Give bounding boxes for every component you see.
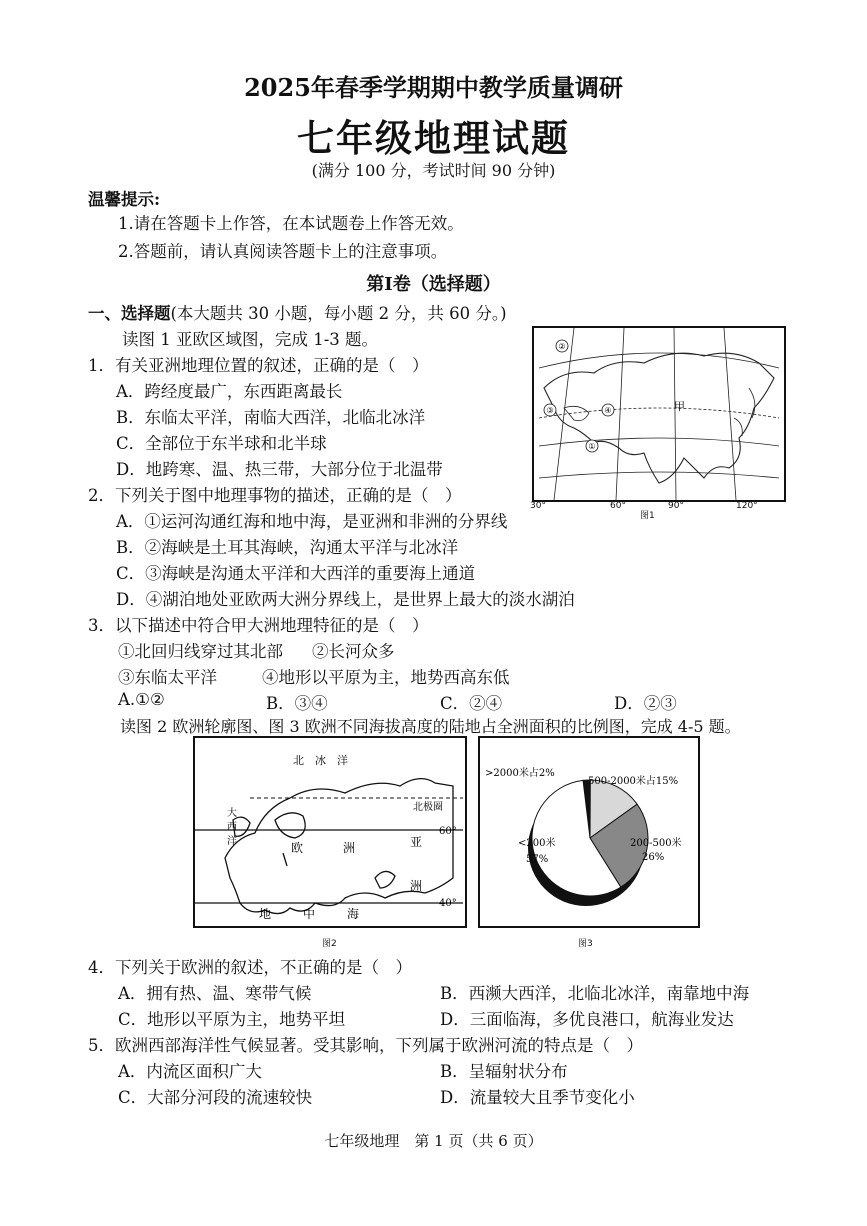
q1-option: C．全部位于东半球和北半球 — [116, 434, 327, 453]
q3-option: C．②④ — [440, 694, 503, 713]
q5-option: B．呈辐射状分布 — [440, 1062, 568, 1081]
latitude-line — [539, 472, 779, 478]
section-title: 第Ⅰ卷（选择题） — [366, 274, 501, 295]
q5-option: C．大部分河段的流速较快 — [118, 1088, 313, 1107]
q4-option: A．拥有热、温、寒带气候 — [118, 984, 312, 1003]
q3-option: B．③④ — [266, 694, 328, 713]
part1-desc: (本大题共 30 小题，每小题 2 分，共 60 分。) — [170, 304, 507, 323]
q4-stem: 4．下列关于欧洲的叙述，不正确的是（ ） — [88, 958, 412, 977]
exam-note: (满分 100 分，考试时间 90 分钟) — [311, 161, 556, 180]
altitude-pie-chart — [480, 738, 698, 926]
label-europe: 欧 — [291, 841, 304, 855]
q3-option: D．②③ — [614, 694, 677, 713]
pie-label-200-500: 200-500米 — [630, 838, 682, 849]
label-lat-40: 40° — [439, 898, 457, 909]
q2-option: A．①运河沟通红海和地中海，是亚洲和非洲的分界线 — [116, 512, 508, 531]
marker-2-label: ② — [558, 342, 566, 351]
exam-subject: 七年级地理试题 — [297, 116, 570, 160]
q3-item: ①北回归线穿过其北部 — [118, 642, 283, 661]
label-arctic-circle: 北极圈 — [413, 802, 443, 813]
scandinavia-outline — [275, 813, 305, 838]
q1-option: D．地跨寒、温、热三带，大部分位于北温带 — [116, 460, 443, 479]
river — [283, 853, 287, 866]
q2-option: C．③海峡是沟通太平洋和大西洋的重要海上通道 — [116, 564, 476, 583]
exam-title: 2025年春季学期期中教学质量调研 — [244, 73, 623, 102]
page-footer: 七年级地理 第 1 页（共 6 页） — [324, 1132, 543, 1150]
latitude-line — [539, 438, 779, 446]
q2-option: B．②海峡是土耳其海峡，沟通太平洋与北冰洋 — [116, 538, 459, 557]
pie-label-above-2000: >2000米占2% — [485, 768, 555, 779]
europe-map — [195, 738, 465, 926]
fig1-lon-label: 30° — [530, 501, 546, 511]
part1-intro-2: 读图 2 欧洲轮廓图、图 3 欧洲不同海拔高度的陆地占全洲面积的比例图，完成 4-5 题。 — [120, 717, 741, 736]
fig1-lon-label: 90° — [668, 501, 684, 511]
q5-option: D．流量较大且季节变化小 — [440, 1088, 635, 1107]
label-atlantic: 大 — [227, 808, 237, 819]
label-lat-60: 60° — [439, 826, 457, 837]
q5-option: A．内流区面积广大 — [118, 1062, 262, 1081]
marker-1-label: ① — [588, 442, 596, 451]
q3-option: A.①② — [118, 690, 165, 709]
label-atlantic: 西 — [227, 822, 237, 833]
part1-label: 一、选择题 — [88, 304, 171, 323]
figure-1-map — [532, 326, 786, 502]
pie-label-500-2000: 500-2000米占15% — [588, 776, 679, 787]
fig2-caption: 图2 — [322, 939, 337, 949]
pie-label-200-500-pct: 26% — [642, 852, 665, 863]
latitude-line — [539, 353, 779, 368]
inland-sea — [564, 406, 589, 420]
marker-3-label: ③ — [546, 406, 554, 415]
tips-heading: 温馨提示: — [88, 190, 161, 209]
marker-4-label: ④ — [604, 406, 612, 415]
fig1-caption: 图1 — [640, 511, 655, 521]
part1-intro: 读图 1 亚欧区域图，完成 1-3 题。 — [122, 330, 379, 349]
label-atlantic: 洋 — [227, 836, 237, 847]
label-mediterranean: 中 — [303, 907, 316, 921]
q3-item: ③东临太平洋 — [118, 668, 217, 687]
label-mediterranean: 地 — [259, 907, 272, 921]
continent-outline — [544, 353, 774, 483]
q1-stem: 1．有关亚洲地理位置的叙述，正确的是（ ） — [88, 356, 429, 375]
latitude-line — [539, 408, 779, 418]
coastline — [734, 418, 742, 436]
q5-stem: 5．欧洲西部海洋性气候显著。受其影响，下列属于欧洲河流的特点是（ ） — [88, 1036, 643, 1055]
figure-2-map — [193, 736, 467, 928]
q1-option: B．东临太平洋，南临大西洋，北临北冰洋 — [116, 408, 426, 427]
q3-stem: 3．以下描述中符合甲大洲地理特征的是（ ） — [88, 616, 429, 635]
black-sea — [375, 871, 395, 888]
label-europe: 洲 — [343, 841, 356, 855]
label-mediterranean: 海 — [347, 907, 360, 921]
longitude-line — [616, 328, 624, 500]
fig3-caption: 图3 — [578, 939, 593, 949]
pie-label-below-200: <200米 — [518, 838, 556, 849]
label-jia: 甲 — [674, 400, 685, 413]
q3-item: ④地形以平原为主，地势西高东低 — [262, 668, 510, 687]
label-asia: 亚 — [410, 835, 423, 849]
label-arctic-ocean: 北 冰 洋 — [293, 754, 348, 767]
label-asia: 洲 — [410, 879, 423, 893]
q2-option: D．④湖泊地处亚欧两大洲分界线上，是世界上最大的淡水湖泊 — [116, 590, 575, 609]
fig1-lon-label: 60° — [610, 501, 626, 511]
part1-heading — [88, 300, 507, 324]
tip-item: 2.答题前，请认真阅读答题卡上的注意事项。 — [118, 242, 448, 261]
figure-3-chart — [478, 736, 700, 928]
q1-option: A．跨经度最广，东西距离最长 — [116, 382, 343, 401]
q4-option: B．西濒大西洋，北临北冰洋，南靠地中海 — [440, 984, 750, 1003]
q3-item: ②长河众多 — [312, 642, 395, 661]
q4-option: D．三面临海，多优良港口，航海业发达 — [440, 1010, 734, 1029]
q4-option: C．地形以平原为主，地势平坦 — [118, 1010, 346, 1029]
fig1-lon-label: 120° — [736, 501, 758, 511]
asia-europe-map — [534, 328, 784, 500]
tip-item: 1.请在答题卡上作答，在本试题卷上作答无效。 — [118, 214, 464, 233]
q2-stem: 2．下列关于图中地理事物的描述，正确的是（ ） — [88, 486, 462, 505]
pie-label-below-200-pct: 57% — [526, 854, 549, 865]
